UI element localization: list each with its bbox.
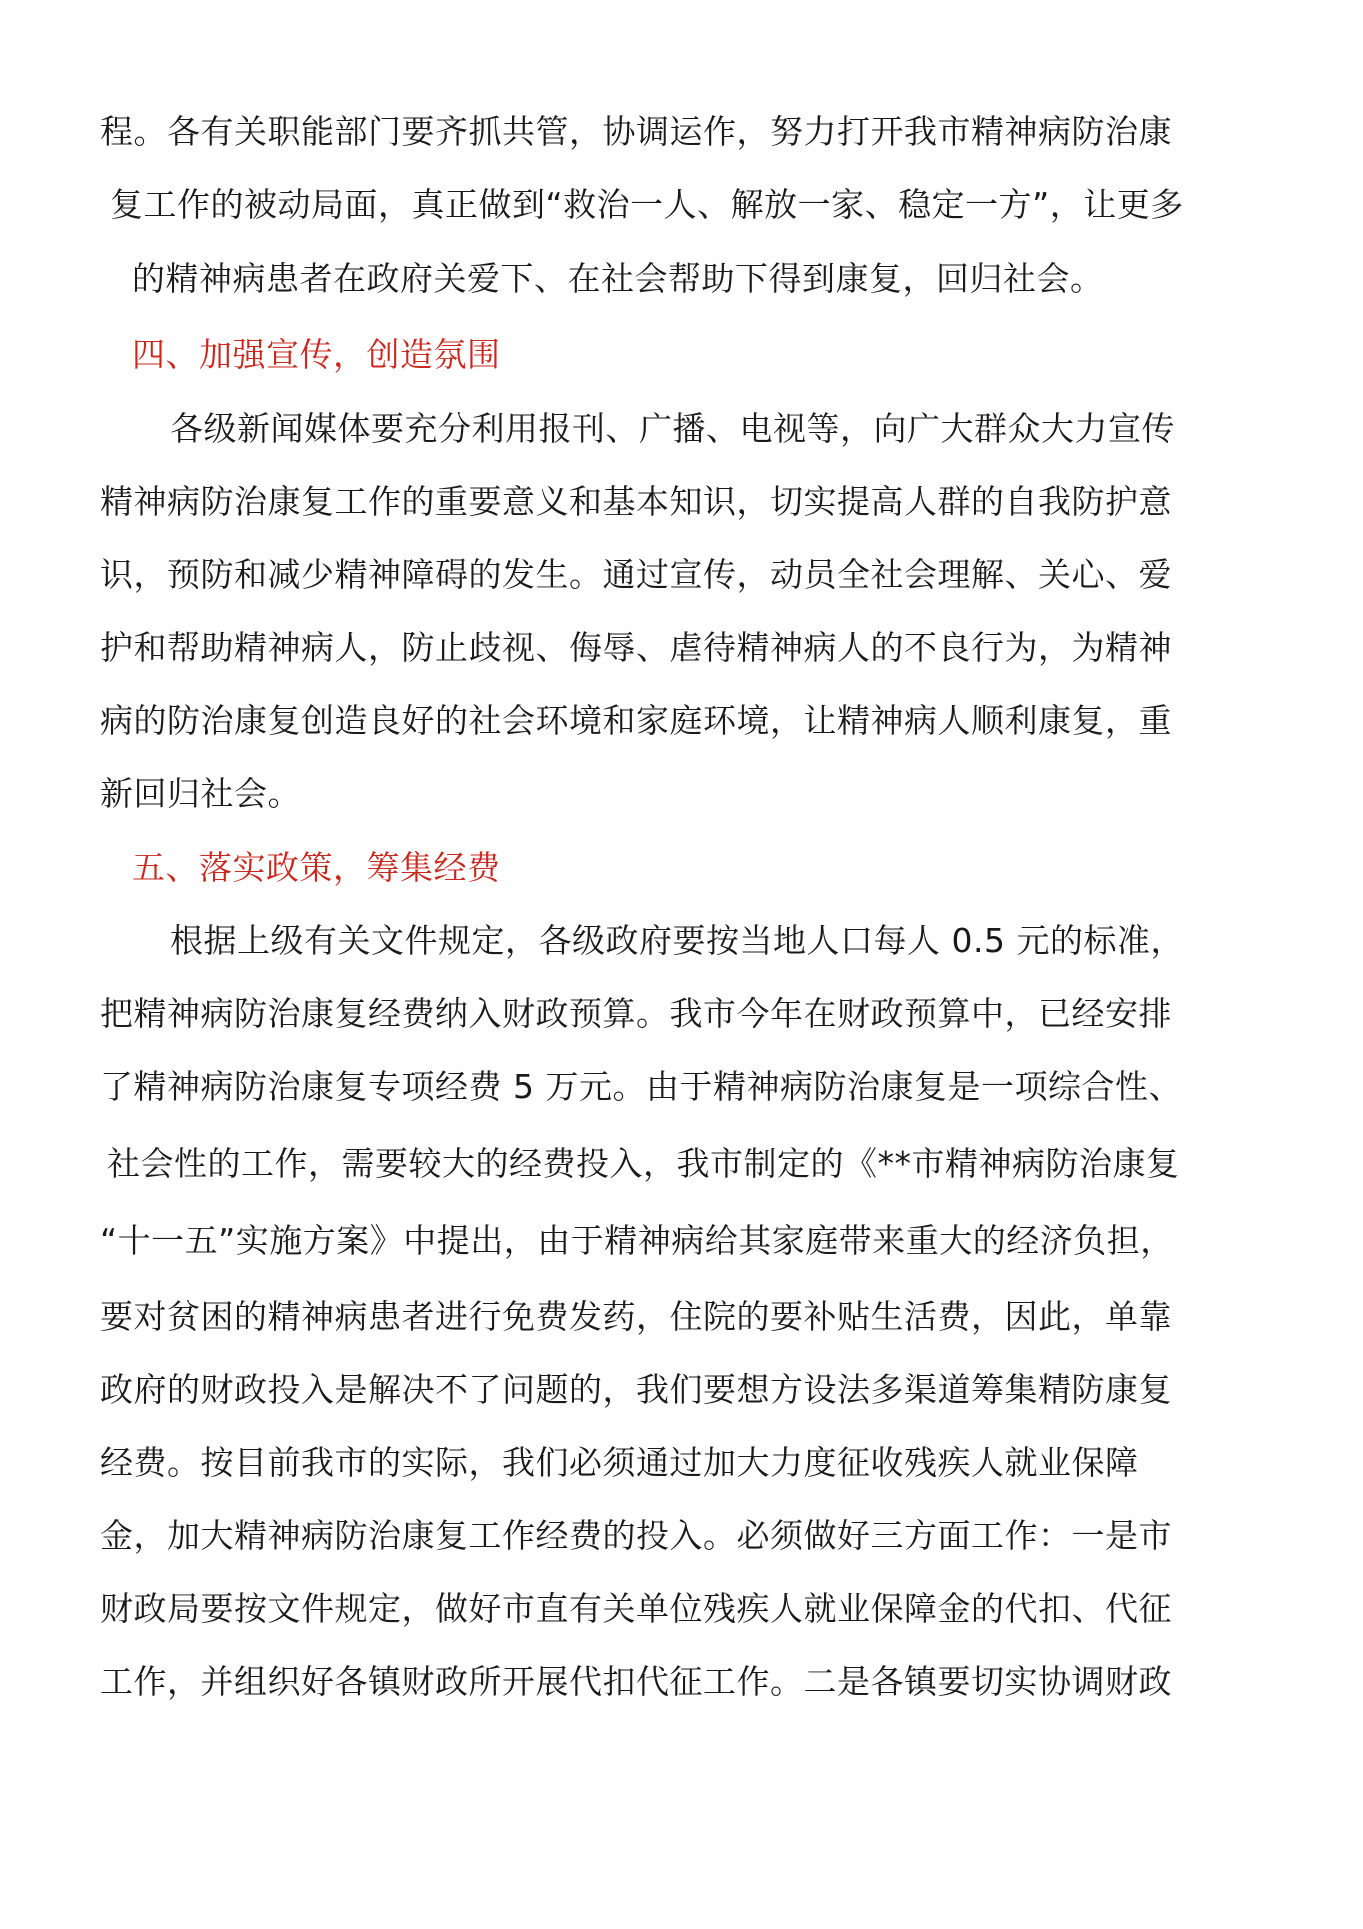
- body-line: 经费。按目前我市的实际，我们必须通过加大力度征收残疾人就业保障: [100, 1443, 1139, 1482]
- body-line: 程。各有关职能部门要齐抓共管，协调运作，努力打开我市精神病防治康: [100, 112, 1172, 151]
- body-line: 精神病防治康复工作的重要意义和基本知识，切实提高人群的自我防护意: [100, 482, 1172, 521]
- body-line: 了精神病防治康复专项经费 5 万元。由于精神病防治康复是一项综合性、: [100, 1067, 1182, 1106]
- body-line: 各级新闻媒体要充分利用报刊、广播、电视等，向广大群众大力宣传: [170, 409, 1175, 448]
- body-line: 识，预防和减少精神障碍的发生。通过宣传，动员全社会理解、关心、爱: [100, 555, 1172, 594]
- body-line: 社会性的工作，需要较大的经费投入，我市制定的《**市精神病防治康复: [107, 1144, 1180, 1183]
- section-heading-5: 五、落实政策，筹集经费: [132, 848, 501, 887]
- body-line: 护和帮助精神病人，防止歧视、侮辱、虐待精神病人的不良行为，为精神: [100, 628, 1172, 667]
- body-line: 要对贫困的精神病患者进行免费发药，住院的要补贴生活费，因此，单靠: [100, 1297, 1172, 1336]
- body-line: 财政局要按文件规定，做好市直有关单位残疾人就业保障金的代扣、代征: [100, 1589, 1172, 1628]
- body-line: 政府的财政投入是解决不了问题的，我们要想方设法多渠道筹集精防康复: [100, 1370, 1172, 1409]
- body-line: 工作，并组织好各镇财政所开展代扣代征工作。二是各镇要切实协调财政: [100, 1662, 1172, 1701]
- body-line: 根据上级有关文件规定，各级政府要按当地人口每人 0.5 元的标准，: [170, 921, 1184, 960]
- body-line: 金，加大精神病防治康复工作经费的投入。必须做好三方面工作：一是市: [100, 1516, 1172, 1555]
- section-heading-4: 四、加强宣传，创造氛围: [132, 335, 501, 374]
- body-line: 病的防治康复创造良好的社会环境和家庭环境，让精神病人顺利康复，重: [100, 701, 1172, 740]
- body-line: 新回归社会。: [100, 774, 301, 813]
- body-line: 把精神病防治康复经费纳入财政预算。我市今年在财政预算中，已经安排: [100, 994, 1172, 1033]
- body-line: 复工作的被动局面，真正做到“救治一人、解放一家、稳定一方”，让更多: [110, 185, 1184, 224]
- body-line: 的精神病患者在政府关爱下、在社会帮助下得到康复，回归社会。: [132, 259, 1104, 298]
- body-line: “十一五”实施方案》中提出，由于精神病给其家庭带来重大的经济负担，: [100, 1221, 1174, 1260]
